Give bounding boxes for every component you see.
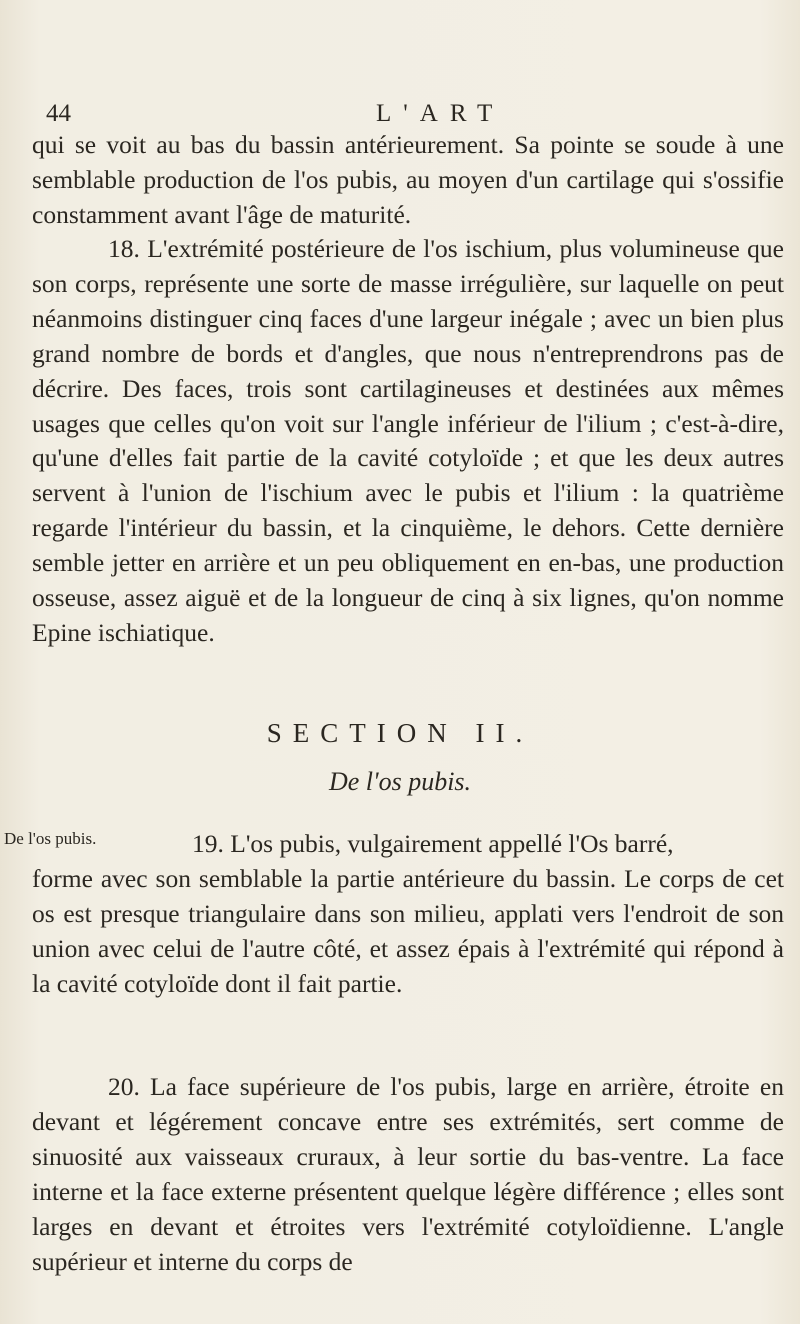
paragraph-20: 20. La face supérieure de l'os pubis, large en arrière, étroite en devant et légérement concave entre ses extrémités, sert comme de sinuosité aux vaisseaux cruraux, à leur sortie du bas-ventre. La face interne et la face externe présentent quelque légère différence ; elles sont larges en devant et étroites vers l'extrémité cotyloïdienne. L'angle supérieur et interne du corps de xyxy=(32,1072,784,1276)
section-title: SECTION II. xyxy=(266,718,534,748)
paragraph-continuation: qui se voit au bas du bassin antérieurement. Sa pointe se soude à une semblable production de l'os pubis, au moyen d'un cartilage qui s'ossifie constamment avant l'âge de maturité. xyxy=(32,130,784,229)
paragraph-18: 18. L'extrémité postérieure de l'os ischium, plus volumineuse que son corps, représente une sorte de masse irrégulière, sur laquelle on peut néanmoins distinguer cinq faces d'une largeur inégale ; avec un bien plus grand nombre de bords et d'angles, que nous n'entreprendrons pas de décrire. Des faces, trois sont cartilagineuses et destinées aux mêmes usages que celles qu'on voit sur l'angle inférieur de l'ilium ; c'est-à-dire, qu'une d'elles fait partie de la cavité cotyloïde ; et que les deux autres servent à l'union de l'ischium avec le pubis et l'ilium : la quatrième regarde l'intérieur du bassin, et la cinquième, le dehors. Cette dernière semble jetter en arrière et un peu obliquement en en-bas, une production osseuse, assez aiguë et de la longueur de cinq à six lignes, qu'on nomme Epine ischiatique. xyxy=(32,234,784,647)
running-head: L'ART xyxy=(376,100,505,127)
margin-note: De l'os pubis. xyxy=(4,829,97,848)
page-number: 44 xyxy=(46,100,71,127)
paragraph-19-first-line: 19. L'os pubis, vulgairement appellé l'Os barré, xyxy=(192,829,674,858)
paragraph-19: forme avec son semblable la partie antérieure du bassin. Le corps de cet os est presque triangulaire dans son milieu, applati vers l'endroit de son union avec celui de l'autre côté, et assez épais à l'extrémité qui répond à la cavité cotyloïde dont il fait partie. xyxy=(32,864,784,998)
section-subtitle: De l'os pubis. xyxy=(328,767,472,796)
